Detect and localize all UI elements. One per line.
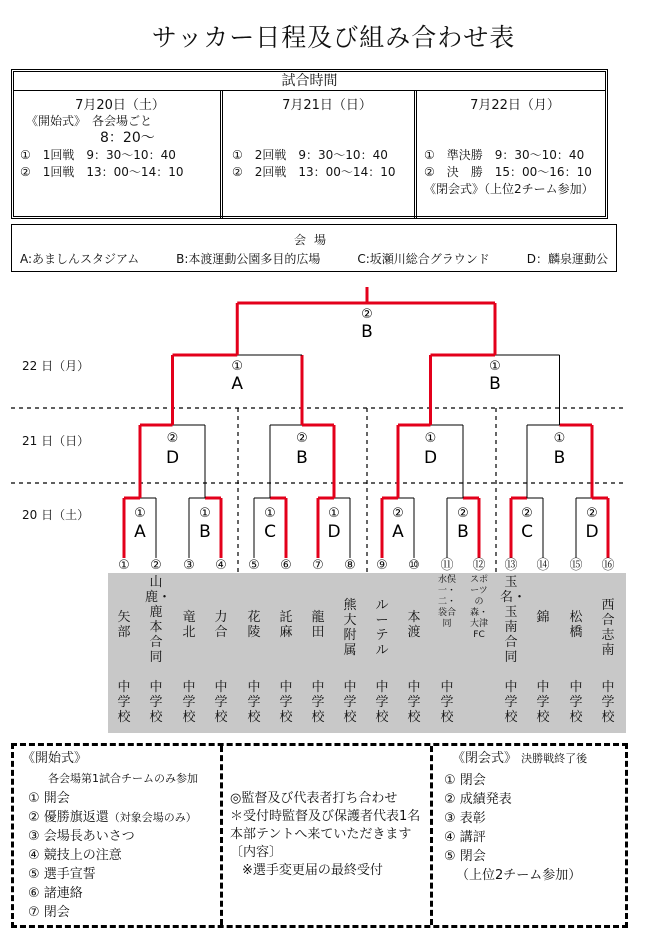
- team-school-suffix: 中学校: [214, 680, 228, 725]
- team-seed: ⑭: [536, 558, 550, 573]
- ceremony-info: [11, 743, 628, 928]
- team-school-suffix: 中学校: [247, 680, 261, 725]
- team-name: 西合志南: [601, 598, 615, 658]
- closing-item: ① 閉会: [444, 773, 486, 788]
- match-number: ①: [231, 359, 244, 374]
- team-name: 松橋: [569, 610, 583, 640]
- match-venue: B: [361, 322, 373, 342]
- closing-note: 決勝戦終了後: [521, 752, 588, 765]
- match-venue: B: [296, 448, 308, 468]
- team-name: 玉名・玉南合同: [500, 575, 527, 665]
- closing-extra: （上位2チーム参加）: [456, 868, 582, 883]
- opening-item: ⑦ 閉会: [28, 905, 70, 920]
- team-school-suffix: 中学校: [569, 680, 583, 725]
- match-venue: C: [264, 522, 276, 542]
- team-school-suffix: 中学校: [375, 680, 389, 725]
- match-number: ②: [457, 506, 469, 521]
- team-seed: ⑤: [248, 558, 260, 573]
- day3-match1: ① 準決勝 9：30～10：40: [424, 148, 585, 162]
- meeting-line5: ※選手変更届の最終受付: [242, 863, 383, 878]
- team-name: 託麻: [279, 610, 293, 640]
- match-number: ②: [521, 506, 533, 521]
- team-name: ルーテル: [375, 598, 389, 658]
- team-name: 本渡: [407, 610, 421, 640]
- day1-opening: 《開始式》 各会場ごと: [26, 114, 153, 128]
- closing-title: [452, 750, 587, 768]
- team-name: スポーツの森・大津FC: [469, 575, 488, 640]
- day1-date: 7月20日（土）: [75, 98, 165, 113]
- team-name: 力合: [214, 610, 228, 640]
- team-seed: ⑩: [408, 558, 420, 573]
- team-seed: ⑦: [312, 558, 324, 573]
- match-number: ①: [424, 431, 437, 446]
- closing-item: ② 成績発表: [444, 792, 512, 807]
- team-school-suffix: 中学校: [343, 680, 357, 725]
- match-number: ②: [166, 431, 179, 446]
- day1-match2: ② 1回戦 13：00～14：10: [20, 165, 184, 179]
- opening-item: ⑥ 諸連絡: [28, 886, 83, 901]
- match-venue: D: [423, 448, 438, 468]
- team-name: 錦: [536, 610, 550, 625]
- team-seed: ②: [150, 558, 162, 573]
- closing-title-text: 《閉会式》: [452, 751, 518, 766]
- team-name: 矢部: [117, 610, 131, 640]
- team-seed: ③: [183, 558, 195, 573]
- team-seed: ⑬: [504, 558, 518, 573]
- day1-opening-time: 8：20～: [100, 130, 155, 146]
- team-seed: ⑯: [601, 558, 615, 573]
- match-number: ②: [296, 431, 308, 446]
- team-school-suffix: 中学校: [117, 680, 131, 725]
- match-venue: D: [585, 522, 599, 542]
- venue-b: B:本渡運動公園多目的広場: [176, 252, 321, 266]
- match-venue: A: [392, 522, 404, 542]
- team-seed: ⑮: [569, 558, 583, 573]
- match-number: ①: [134, 506, 146, 521]
- match-venue: B: [489, 374, 501, 394]
- team-name: 龍田: [311, 610, 325, 640]
- team-seed: ⑧: [344, 558, 356, 573]
- opening-item: ② 優勝旗返還（対象会場のみ）: [28, 810, 197, 825]
- meeting-line2: ＊受付時監督及び保護者代表1名: [230, 809, 421, 824]
- match-number: ①: [264, 506, 276, 521]
- team-school-suffix: 中学校: [182, 680, 196, 725]
- match-venue: D: [165, 448, 180, 468]
- match-number: ①: [328, 506, 340, 521]
- team-seed: ①: [118, 558, 130, 573]
- match-number: ②: [586, 506, 598, 521]
- team-school-suffix: 中学校: [440, 680, 454, 725]
- page-title: サッカー日程及び組み合わせ表: [151, 23, 516, 52]
- closing-item: ⑤ 閉会: [444, 849, 486, 864]
- match-number: ①: [199, 506, 211, 521]
- team-school-suffix: 中学校: [407, 680, 421, 725]
- closing-item: ④ 講評: [444, 830, 486, 845]
- meeting-line3: 本部テントへ来ていただきます: [230, 827, 412, 842]
- meeting-line1: ◎監督及び代表者打ち合わせ: [230, 791, 398, 806]
- team-school-suffix: 中学校: [536, 680, 550, 725]
- opening-note: 各会場第1試合チームのみ参加: [48, 772, 198, 785]
- team-seed: ⑪: [440, 558, 454, 573]
- team-seed: ⑫: [472, 558, 486, 573]
- opening-item: ⑤ 選手宣誓: [28, 867, 96, 882]
- match-venue: B: [199, 522, 211, 542]
- match-number: ①: [553, 431, 566, 446]
- team-seed: ④: [215, 558, 227, 573]
- opening-item-note: （対象会場のみ）: [108, 811, 197, 824]
- day-label-22: 22 日（月）: [22, 359, 90, 373]
- team-school-suffix: 中学校: [504, 680, 518, 725]
- team-school-suffix: 中学校: [279, 680, 293, 725]
- match-number: ②: [361, 307, 373, 322]
- team-school-suffix: 中学校: [311, 680, 325, 725]
- match-venue: D: [327, 522, 341, 542]
- match-venue: A: [231, 374, 244, 394]
- match-number: ①: [489, 359, 501, 374]
- day2-match1: ① 2回戦 9：30～10：40: [232, 148, 388, 162]
- opening-item: ① 開会: [28, 791, 70, 806]
- venue-title: 会場: [293, 233, 334, 247]
- match-venue: C: [521, 522, 533, 542]
- team-name: 花陵: [247, 610, 261, 640]
- venue-a: A:あましんスタジアム: [20, 252, 140, 266]
- day2-match2: ② 2回戦 13：00～14：10: [232, 165, 396, 179]
- column-divider: [430, 746, 433, 925]
- day3-date: 7月22日（月）: [470, 98, 560, 113]
- team-seed: ⑨: [376, 558, 388, 573]
- team-school-suffix: 中学校: [149, 680, 163, 725]
- column-divider: [220, 746, 223, 925]
- match-time-heading: 試合時間: [14, 72, 605, 91]
- closing-item: ③ 表彰: [444, 811, 486, 826]
- match-venue: B: [553, 448, 566, 468]
- match-venue: A: [134, 522, 146, 542]
- day3-match2: ② 決 勝 15：00～16：10: [424, 165, 592, 179]
- day1-match1: ① 1回戦 9：30～10：40: [20, 148, 176, 162]
- team-name: 熊大附属: [343, 598, 357, 658]
- meeting-line4: 〔内容〕: [230, 845, 283, 860]
- match-venue: B: [457, 522, 469, 542]
- match-number: ②: [392, 506, 404, 521]
- day-label-21: 21 日（日）: [22, 434, 90, 448]
- team-name: 水俣一・二・袋合同: [437, 575, 456, 629]
- day3-closing: 《閉会式》（上位2チーム参加）: [424, 182, 594, 196]
- team-name: 竜北: [182, 610, 196, 640]
- opening-item: ④ 競技上の注意: [28, 848, 122, 863]
- team-school-suffix: 中学校: [601, 680, 615, 725]
- day-label-20: 20 日（土）: [22, 508, 90, 522]
- opening-title: 《開始式》: [22, 751, 88, 766]
- opening-item: ③ 会場長あいさつ: [28, 829, 135, 844]
- venue-c: C:坂瀬川総合グラウンド: [357, 252, 490, 266]
- team-seed: ⑥: [280, 558, 292, 573]
- venue-d: D：麟泉運動公: [526, 252, 608, 266]
- day2-date: 7月21日（日）: [282, 98, 372, 113]
- team-name: 山鹿・鹿本合同: [145, 575, 172, 665]
